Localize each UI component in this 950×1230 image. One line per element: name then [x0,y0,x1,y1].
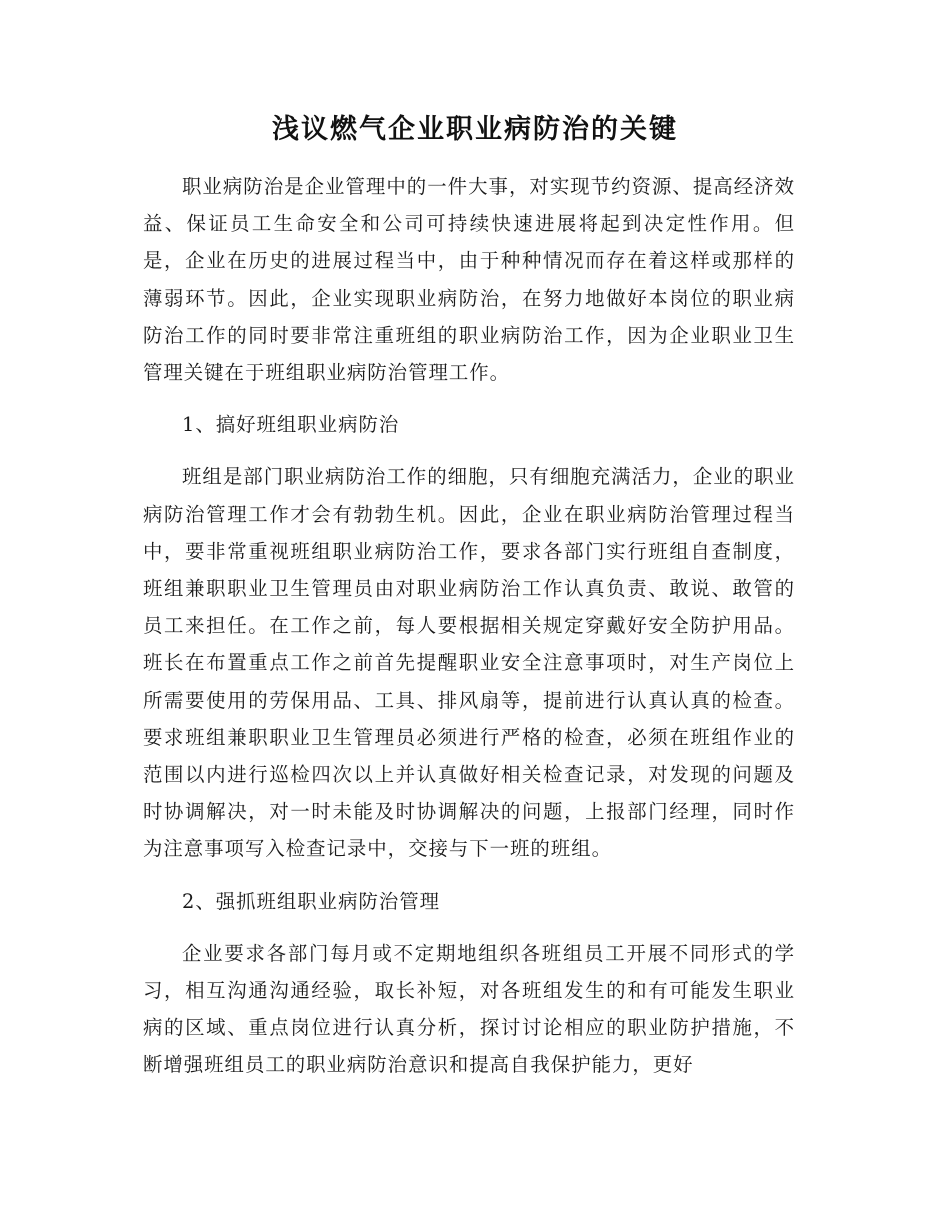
paragraph-section-1: 班组是部门职业病防治工作的细胞，只有细胞充满活力，企业的职业病防治管理工作才会有勃勃生机。因此，企业在职业病防治管理过程当中，要非常重视班组职业病防治工作，要求各部门实行班组自查制度，班组兼职职业卫生管理员由对职业病防治工作认真负责、敢说、敢管的员工来担任。在工作之前，每人要根据相关规定穿戴好安全防护用品。班长在布置重点工作之前首先提醒职业安全注意事项时，对生产岗位上所需要使用的劳保用品、工具、排风扇等，提前进行认真认真的检查。要求班组兼职职业卫生管理员必须进行严格的检查，必须在班组作业的范围以内进行巡检四次以上并认真做好相关检查记录，对发现的问题及时协调解决，对一时未能及时协调解决的问题，上报部门经理，同时作为注意事项写入检查记录中，交接与下一班的班组。 [143,465,795,861]
paragraph-section-2: 企业要求各部门每月或不定期地组织各班组员工开展不同形式的学习，相互沟通沟通经验，取长补短，对各班组发生的和有可能发生职业病的区域、重点岗位进行认真分析，探讨讨论相应的职业防护措施，不断增强班组员工的职业病防治意识和提高自我保护能力，更好 [143,941,795,1077]
section-heading-1: 1、搞好班组职业病防治 [182,413,400,437]
paragraph-intro: 职业病防治是企业管理中的一件大事，对实现节约资源、提高经济效益、保证员工生命安全和公司可持续快速进展将起到决定性作用。但是，企业在历史的进展过程当中，由于种种情况而存在着这样或那样的薄弱环节。因此，企业实现职业病防治，在努力地做好本岗位的职业病防治工作的同时要非常注重班组的职业病防治工作，因为企业职业卫生管理关键在于班组职业病防治管理工作。 [143,175,795,385]
document-title: 浅议燃气企业职业病防治的关键 [272,114,678,145]
document-body [143,168,795,1084]
section-heading-2: 2、强抓班组职业病防治管理 [182,889,441,913]
